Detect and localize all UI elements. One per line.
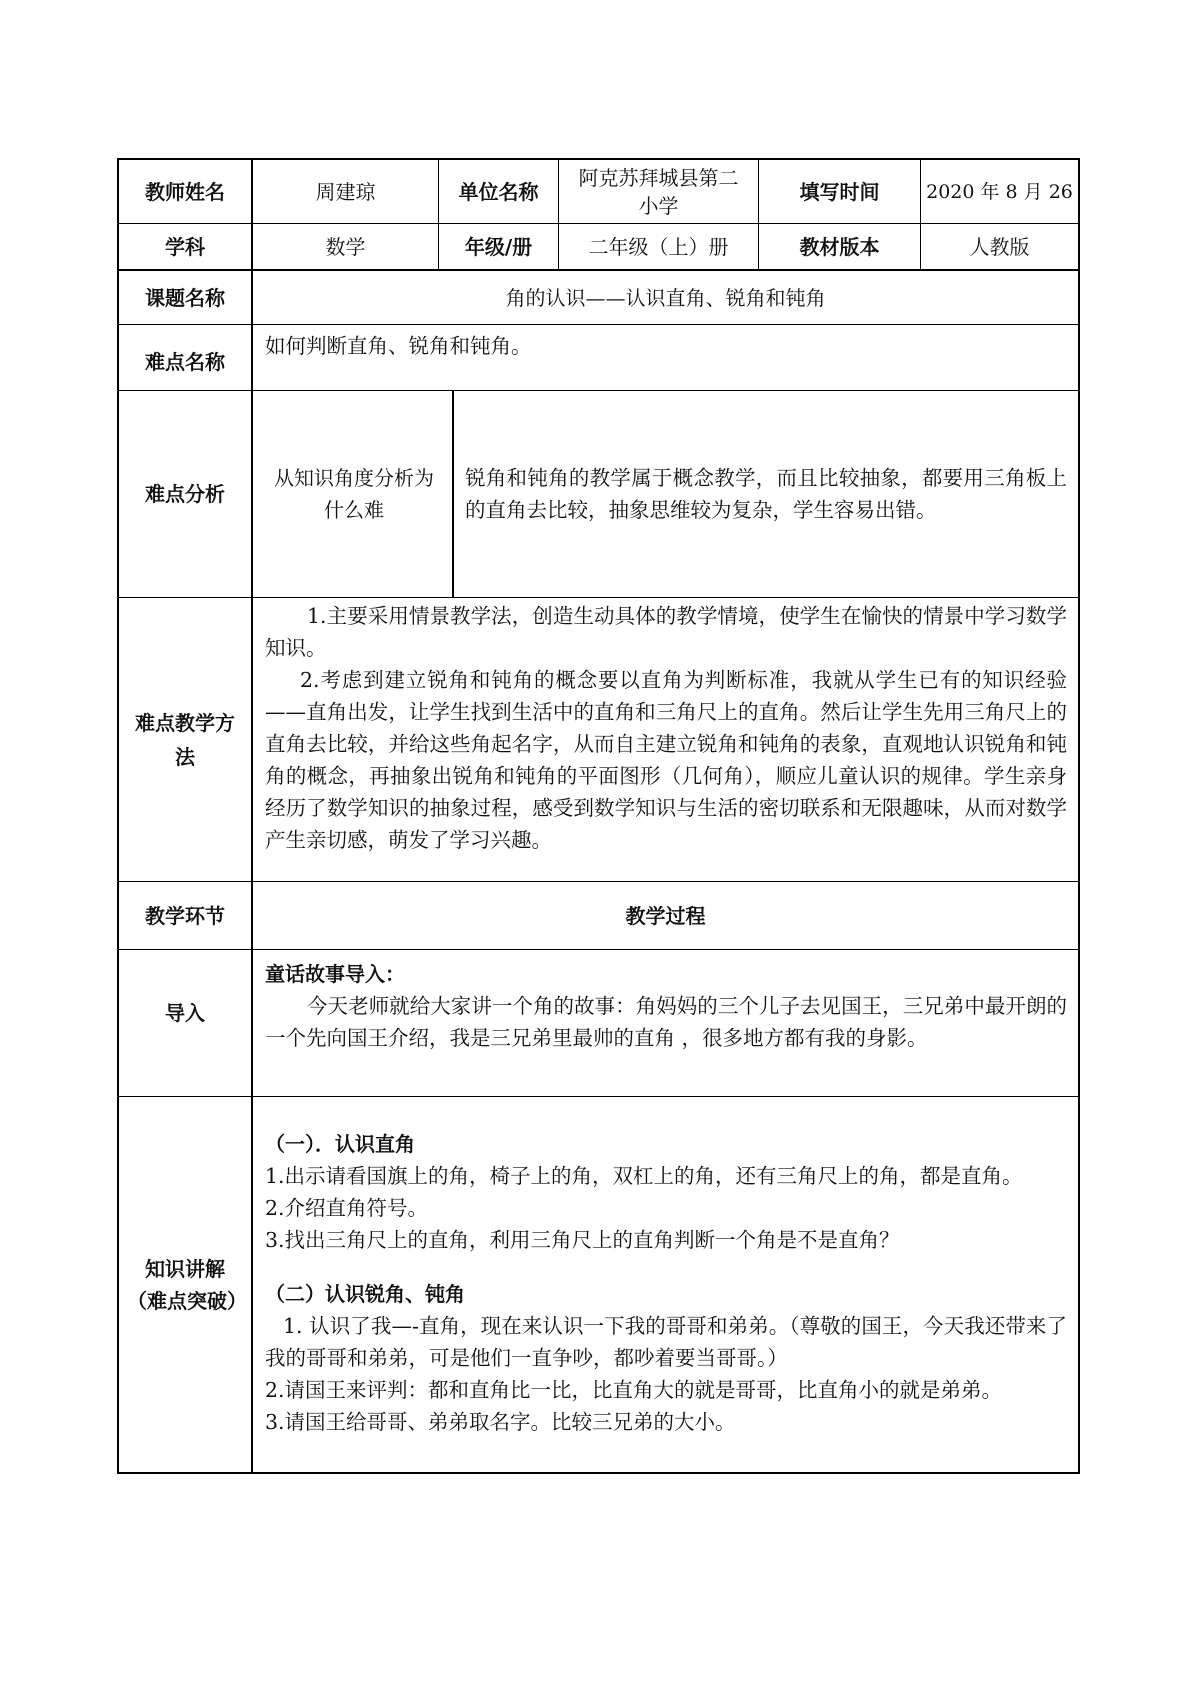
knowledge-label: 知识讲解（难点突破） (127, 1256, 247, 1313)
difficulty-text: 如何判断直角、锐角和钝角。 (265, 334, 532, 358)
method-label: 难点教学方法 (135, 710, 235, 769)
table-border (251, 158, 253, 1474)
topic-value: 角的认识——认识直角、锐角和钝角 (505, 285, 826, 310)
table-border (117, 324, 1080, 325)
section-2-heading: （二）认识锐角、钝角 (265, 1282, 465, 1306)
intro-text-block (265, 958, 1067, 1054)
grade-value: 二年级（上）册 (588, 234, 729, 259)
fill-date-label: 填写时间 (799, 179, 880, 204)
teacher-name-value: 周建琼 (315, 179, 376, 204)
edition-value: 人教版 (969, 234, 1030, 259)
list-item: 3.找出三角尺上的直角，利用三角尺上的直角判断一个角是不是直角？ (265, 1228, 900, 1252)
knowledge-text-block (265, 1128, 1067, 1438)
analysis-sub-label: 从知识角度分析为什么难 (274, 466, 434, 522)
unit-name-value: 阿克苏拜城县第二小学 (578, 165, 739, 218)
fill-date-value: 2020 年 8 月 26 (926, 180, 1073, 203)
table-border (1078, 158, 1080, 1474)
teacher-name-label: 教师姓名 (145, 179, 225, 204)
list-item: 2.介绍直角符号。 (265, 1196, 429, 1220)
method-text-block (265, 600, 1067, 856)
intro-text: 今天老师就给大家讲一个角的故事：角妈妈的三个儿子去见国王，三兄弟中最开朗的一个先向国王介绍，我是三兄弟里最帅的直角 ，很多地方都有我的身影。 (265, 994, 1067, 1050)
section-1-heading: （一）．认识直角 (265, 1132, 415, 1156)
intro-heading: 童话故事导入： (265, 962, 405, 986)
analysis-text-block (465, 462, 1067, 526)
list-item: 2.请国王来评判：都和直角比一比，比直角大的就是哥哥，比直角小的就是弟弟。 (265, 1378, 1003, 1402)
table-border (452, 390, 454, 598)
unit-name-label: 单位名称 (458, 179, 539, 204)
table-border (117, 390, 1080, 391)
table-border (117, 1472, 1080, 1474)
list-item: 1. 认识了我—-直角，现在来认识一下我的哥哥和弟弟。（尊敬的国王，今天我还带来了我的哥哥和弟弟，可是他们一直争吵，都吵着要当哥哥。） (265, 1314, 1067, 1370)
intro-label: 导入 (165, 1001, 205, 1025)
difficulty-value (265, 330, 1065, 362)
list-item: 3.请国王给哥哥、弟弟取名字。比较三兄弟的大小。 (265, 1410, 736, 1434)
method-paragraph-1: 1.主要采用情景教学法，创造生动具体的教学情境，使学生在愉快的情景中学习数学知识。 (265, 604, 1067, 660)
process-stage-label: 教学环节 (145, 903, 225, 928)
subject-label: 学科 (165, 234, 205, 259)
analysis-text: 锐角和钝角的教学属于概念教学，而且比较抽象，都要用三角板上的直角去比较，抽象思维较为复杂，学生容易出错。 (465, 466, 1067, 522)
spacer (265, 1256, 1067, 1278)
edition-label: 教材版本 (799, 234, 880, 259)
subject-value: 数学 (325, 234, 366, 259)
process-title: 教学过程 (625, 903, 706, 928)
table-border (117, 1096, 1080, 1097)
table-border (117, 949, 1080, 950)
topic-label: 课题名称 (145, 285, 225, 310)
analysis-label: 难点分析 (145, 482, 225, 506)
method-paragraph-2: 2.考虑到建立锐角和钝角的概念要以直角为判断标准，我就从学生已有的知识经验——直角出发，让学生找到生活中的直角和三角尺上的直角。然后让学生先用三角尺上的直角去比较，并给这些角起名字，从而自主建立锐角和钝角的表象，直观地认识锐角和钝角的概念，再抽象出锐角和钝角的平面图形（几何角），顺应儿童认识的规律。学生亲身经历了数学知识的抽象过程，感受到数学知识与生活的密切联系和无限趣味，从而对数学产生亲切感，萌发了学习兴趣。 (265, 668, 1067, 852)
grade-label: 年级/册 (464, 234, 533, 259)
difficulty-label: 难点名称 (145, 349, 225, 374)
table-border (117, 597, 1080, 598)
list-item: 1.出示请看国旗上的角，椅子上的角，双杠上的角，还有三角尺上的角，都是直角。 (265, 1164, 1023, 1188)
